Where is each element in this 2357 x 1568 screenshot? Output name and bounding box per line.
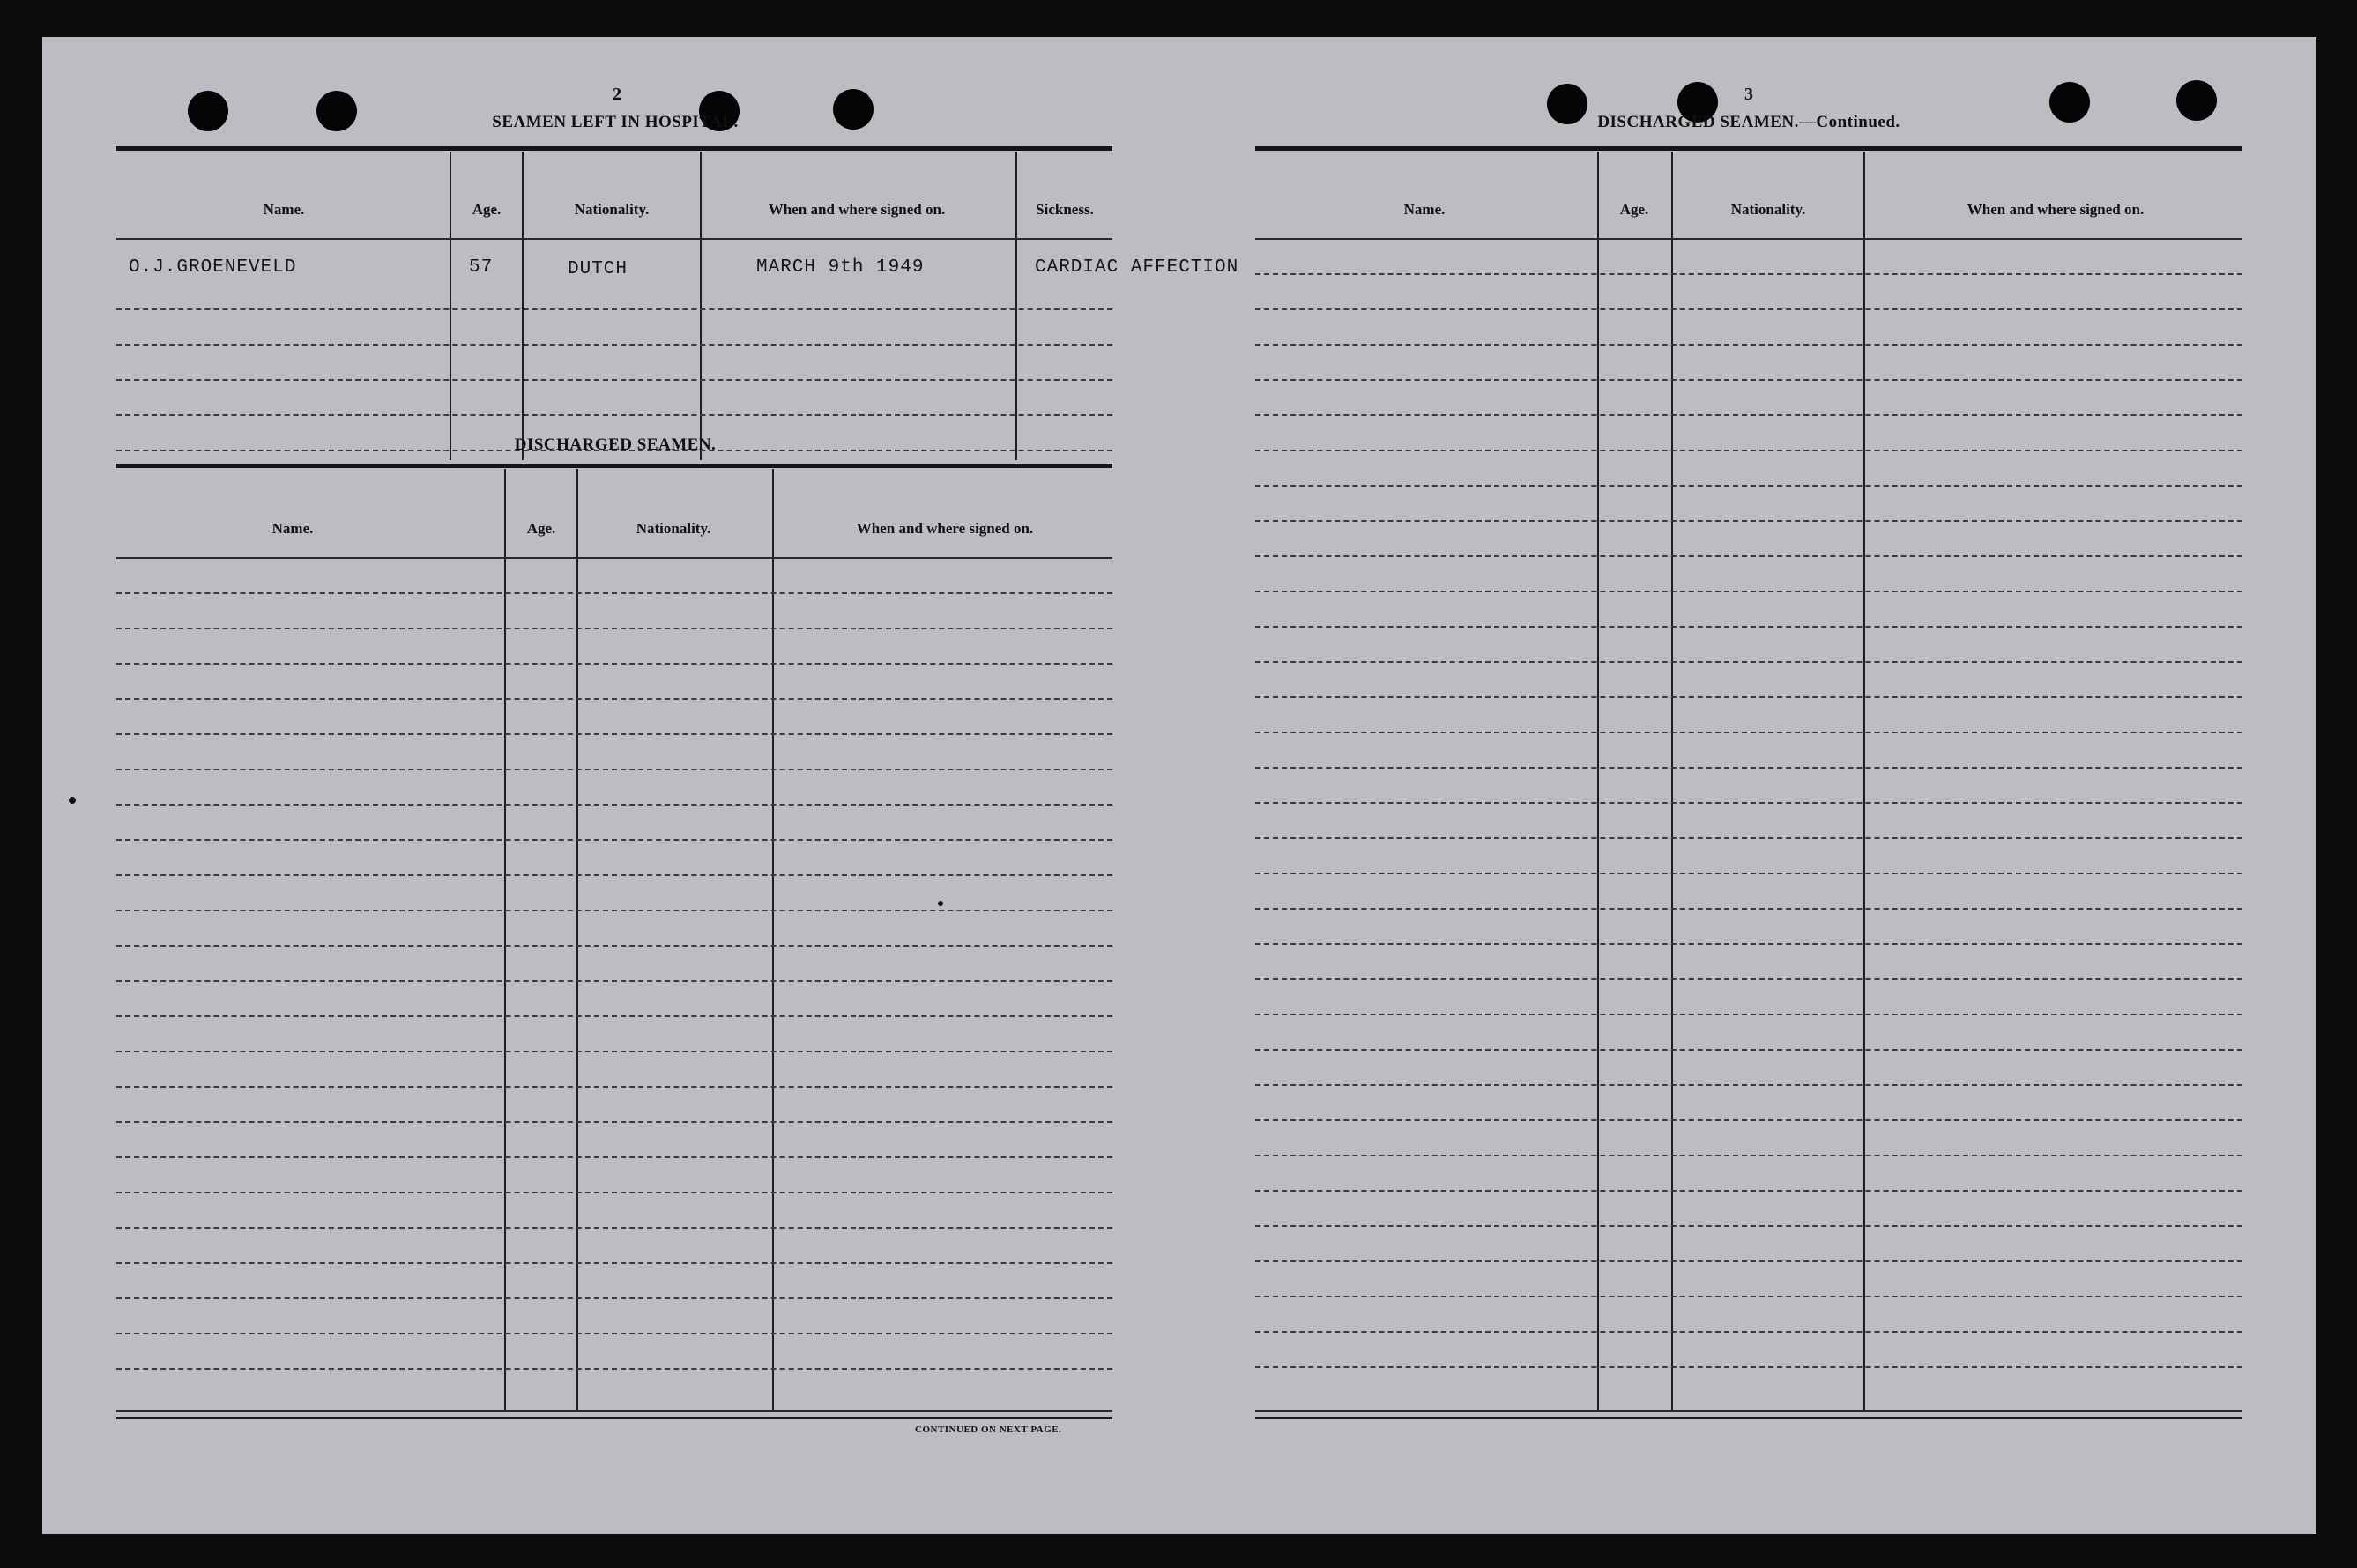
row-line bbox=[116, 344, 1112, 346]
column-divider bbox=[1597, 152, 1599, 1412]
row-line bbox=[1255, 1155, 2242, 1156]
row-line bbox=[1255, 1331, 2242, 1333]
column-header-signed-on: When and where signed on. bbox=[856, 520, 1034, 537]
row-line bbox=[116, 1051, 1112, 1052]
row-line bbox=[116, 1121, 1112, 1123]
column-header-age: Age. bbox=[1619, 201, 1649, 218]
punch-hole bbox=[2049, 82, 2090, 123]
column-header-name: Name. bbox=[271, 520, 314, 537]
column-divider bbox=[576, 469, 578, 1412]
row-line bbox=[116, 628, 1112, 629]
row-line bbox=[116, 1086, 1112, 1088]
row-line bbox=[116, 663, 1112, 665]
column-header-age: Age. bbox=[526, 520, 556, 537]
row-line bbox=[1255, 943, 2242, 945]
column-header-age: Age. bbox=[472, 201, 502, 218]
column-header-signed-on: When and where signed on. bbox=[768, 201, 946, 218]
row-line bbox=[1255, 273, 2242, 275]
discharged-continued-table bbox=[1255, 152, 2242, 1412]
row-line bbox=[116, 1297, 1112, 1299]
section-rule bbox=[1255, 146, 2242, 151]
row-line bbox=[1255, 837, 2242, 839]
punch-hole bbox=[188, 91, 228, 131]
table-bottom-rule bbox=[116, 1410, 1112, 1412]
row-line bbox=[1255, 450, 2242, 451]
column-header-nationality: Nationality. bbox=[636, 520, 711, 537]
row-line bbox=[116, 1333, 1112, 1334]
row-line bbox=[1255, 1084, 2242, 1086]
row-line bbox=[1255, 732, 2242, 733]
page-number: 2 bbox=[613, 85, 621, 104]
row-line bbox=[116, 698, 1112, 700]
row-line bbox=[1255, 1049, 2242, 1051]
row-line bbox=[1255, 344, 2242, 346]
row-line bbox=[1255, 802, 2242, 804]
section-title-discharged-continued: DISCHARGED SEAMEN.—Continued. bbox=[1597, 113, 1900, 131]
row-line bbox=[1255, 873, 2242, 874]
column-header-sickness: Sickness. bbox=[1036, 201, 1094, 218]
column-header-signed-on: When and where signed on. bbox=[1967, 201, 2145, 218]
row-line bbox=[116, 1262, 1112, 1264]
row-line bbox=[1255, 1190, 2242, 1192]
row-line bbox=[116, 980, 1112, 982]
row-line bbox=[1255, 308, 2242, 310]
continued-note: CONTINUED ON NEXT PAGE. bbox=[915, 1424, 1062, 1435]
row-line bbox=[1255, 978, 2242, 980]
table-bottom-rule bbox=[1255, 1417, 2242, 1419]
section-rule bbox=[116, 464, 1112, 468]
row-line bbox=[1255, 555, 2242, 557]
row-line bbox=[116, 1368, 1112, 1370]
hospital-table bbox=[116, 152, 1239, 460]
row-line bbox=[116, 874, 1112, 876]
row-line bbox=[116, 804, 1112, 806]
row-line bbox=[1255, 1366, 2242, 1368]
header-underline bbox=[1255, 238, 2242, 240]
row-line bbox=[116, 592, 1112, 594]
entry-age: 57 bbox=[469, 257, 494, 278]
entry-nationality: DUTCH bbox=[568, 259, 628, 279]
row-line bbox=[1255, 520, 2242, 522]
row-line bbox=[1255, 661, 2242, 663]
column-divider bbox=[504, 469, 506, 1412]
section-rule bbox=[116, 146, 1112, 151]
punch-hole bbox=[833, 89, 874, 130]
row-line bbox=[116, 1192, 1112, 1193]
row-line bbox=[116, 769, 1112, 770]
column-header-nationality: Nationality. bbox=[574, 201, 650, 218]
header-underline bbox=[116, 238, 1112, 240]
row-line bbox=[1255, 485, 2242, 487]
page-number: 3 bbox=[1744, 85, 1753, 104]
row-line bbox=[1255, 1260, 2242, 1262]
column-header-name: Name. bbox=[263, 201, 305, 218]
entry-sickness: CARDIAC AFFECTION bbox=[1035, 257, 1239, 278]
row-line bbox=[116, 1015, 1112, 1017]
punch-hole bbox=[316, 91, 357, 131]
discharged-table bbox=[116, 469, 1112, 1412]
row-line bbox=[116, 379, 1112, 381]
row-line bbox=[1255, 414, 2242, 416]
row-line bbox=[116, 1227, 1112, 1229]
row-line bbox=[1255, 379, 2242, 381]
row-line bbox=[116, 910, 1112, 911]
row-line bbox=[1255, 1119, 2242, 1121]
row-line bbox=[1255, 1296, 2242, 1297]
table-bottom-rule bbox=[116, 1417, 1112, 1419]
column-header-nationality: Nationality. bbox=[1730, 201, 1806, 218]
row-line bbox=[116, 1156, 1112, 1158]
row-line bbox=[1255, 1225, 2242, 1227]
punch-hole bbox=[2176, 80, 2217, 121]
row-line bbox=[116, 733, 1112, 735]
column-divider bbox=[1671, 152, 1673, 1412]
row-line bbox=[1255, 591, 2242, 592]
row-line bbox=[116, 308, 1112, 310]
row-line bbox=[116, 839, 1112, 841]
column-header-name: Name. bbox=[1403, 201, 1446, 218]
document-sheet bbox=[42, 37, 2316, 1534]
entry-name: O.J.GROENEVELD bbox=[129, 257, 297, 278]
row-line bbox=[1255, 626, 2242, 628]
row-line bbox=[1255, 767, 2242, 769]
header-underline bbox=[116, 557, 1112, 559]
entry-signed-on: MARCH 9th 1949 bbox=[756, 257, 925, 278]
section-title-hospital: SEAMEN LEFT IN HOSPITAL. bbox=[492, 113, 739, 131]
row-line bbox=[1255, 908, 2242, 910]
row-line bbox=[1255, 696, 2242, 698]
punch-hole bbox=[1547, 84, 1587, 124]
ink-smudge bbox=[69, 797, 76, 804]
column-divider bbox=[772, 469, 774, 1412]
table-bottom-rule bbox=[1255, 1410, 2242, 1412]
row-line bbox=[1255, 1014, 2242, 1015]
column-divider bbox=[1863, 152, 1865, 1412]
row-line bbox=[116, 945, 1112, 947]
row-line bbox=[116, 414, 1112, 416]
section-title-discharged: DISCHARGED SEAMEN. bbox=[514, 435, 717, 454]
